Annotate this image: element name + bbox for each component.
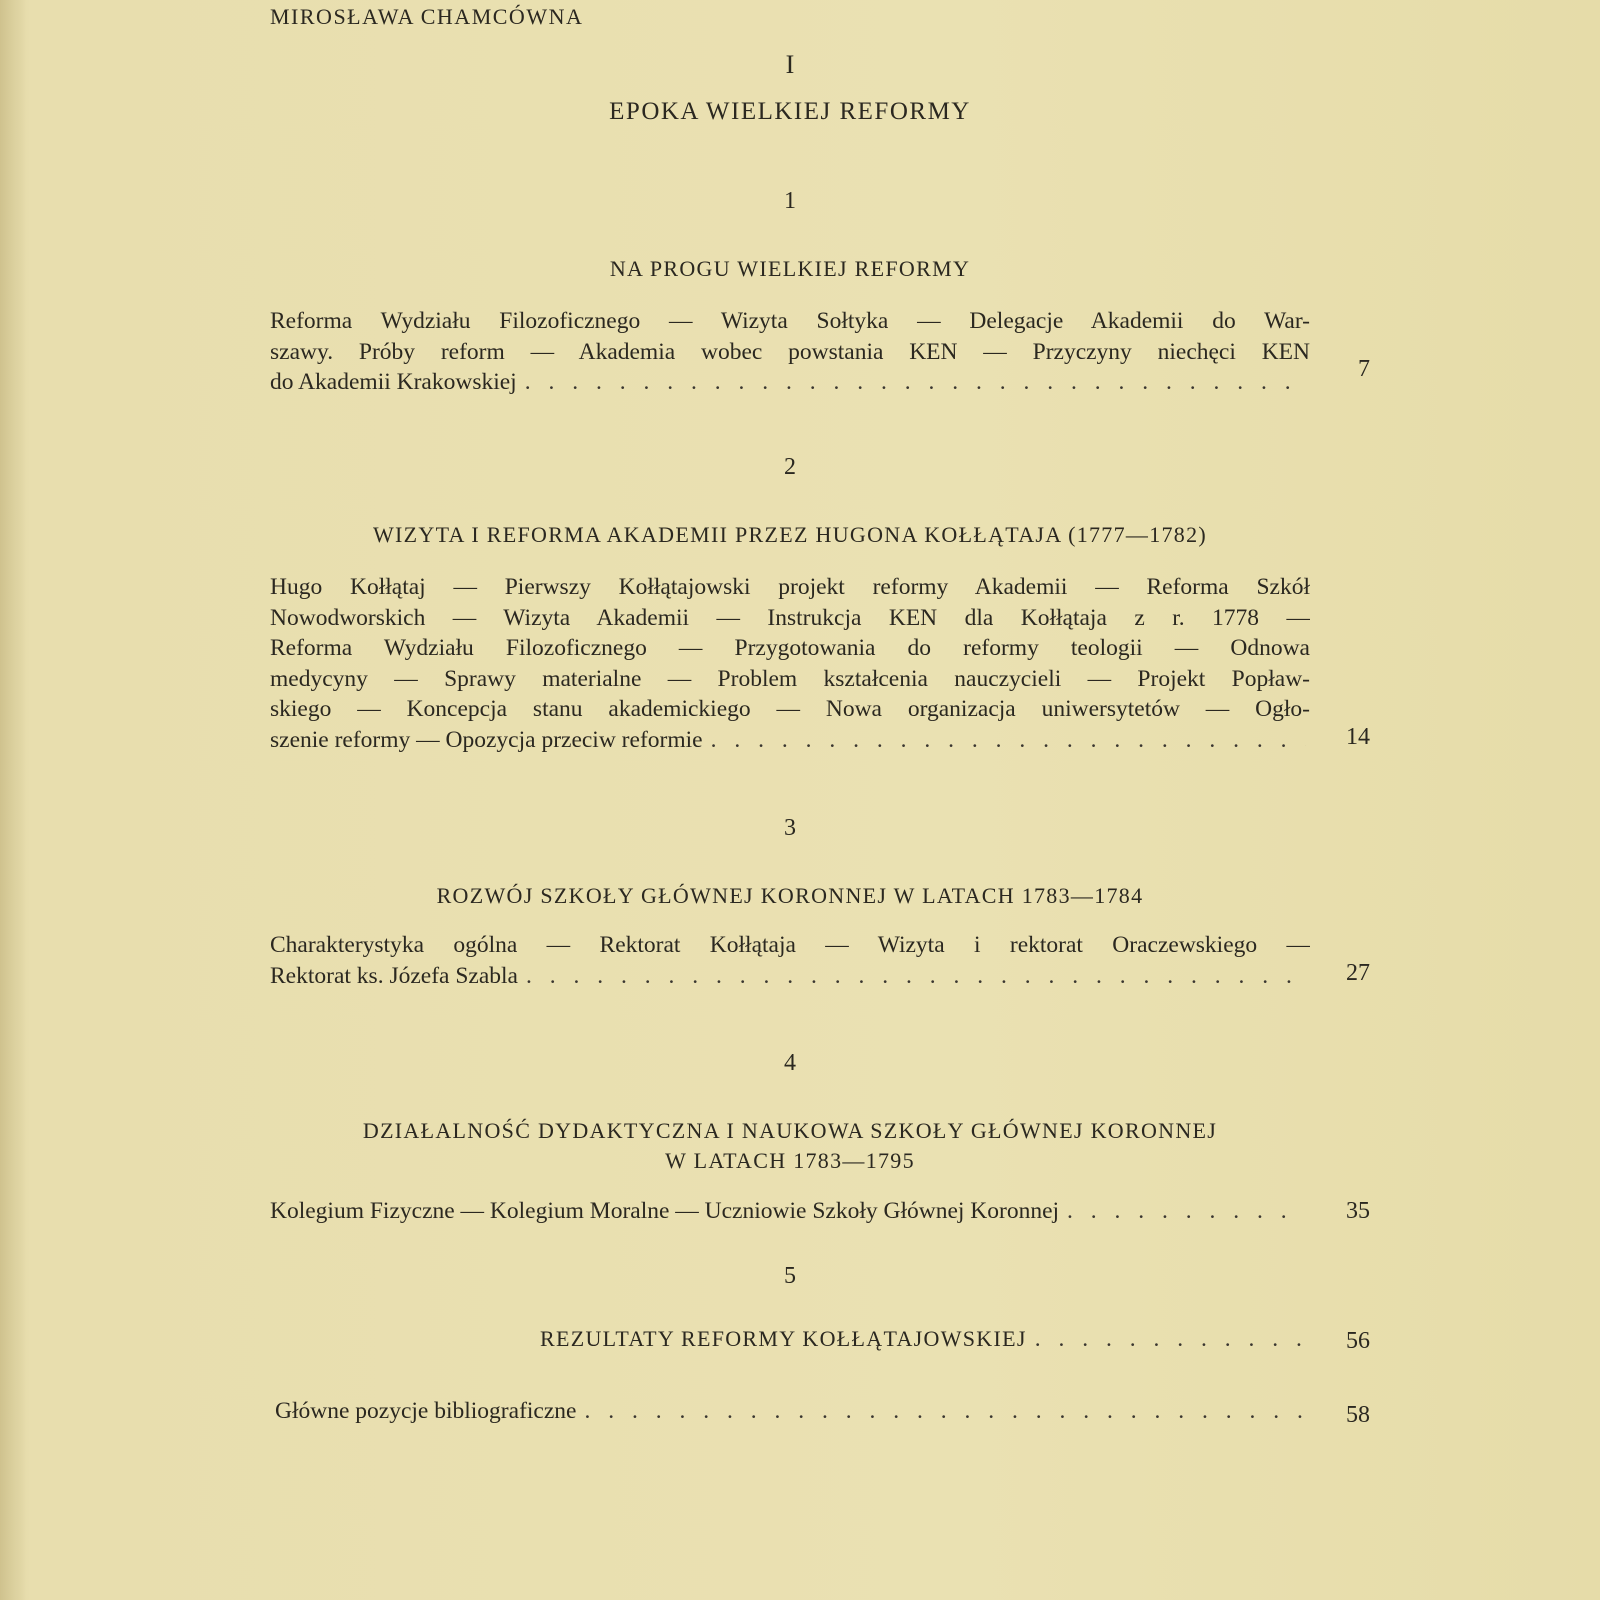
leader-dots bbox=[1067, 1196, 1306, 1227]
page-number: 35 bbox=[1346, 1198, 1370, 1224]
chapter-title: REZULTATY REFORMY KOŁŁĄTAJOWSKIEJ bbox=[540, 1326, 1027, 1351]
chapter-number: 1 bbox=[784, 188, 796, 214]
chapter-title: ROZWÓJ SZKOŁY GŁÓWNEJ KORONNEJ W LATACH 1783—1784 bbox=[436, 883, 1144, 908]
entry-line: do Akademii Krakowskiej bbox=[270, 369, 517, 395]
chapter-entry bbox=[270, 1196, 1310, 1227]
chapter-entry bbox=[540, 1326, 1310, 1353]
entry-last-line bbox=[270, 1196, 1310, 1227]
entry-line: szenie reformy — Opozycja przeciw reformie bbox=[270, 726, 703, 753]
entry-last-line bbox=[270, 725, 1310, 756]
entry-line: Kolegium Fizyczne — Kolegium Moralne — Uczniowie Szkoły Głównej Koronnej bbox=[270, 1198, 1060, 1224]
entry-line: szawy. Próby reform — Akademia wobec powstania KEN — Przyczyny niechęci KEN bbox=[270, 338, 1310, 365]
author-name: MIROSŁAWA CHAMCÓWNA bbox=[270, 4, 584, 29]
entry-line: skiego — Koncepcja stanu akademickiego — Nowa organizacja uniwersytetów — Ogło- bbox=[270, 696, 1310, 722]
bibliography-entry bbox=[275, 1398, 1310, 1425]
chapter-number: 4 bbox=[784, 1050, 796, 1076]
entry-line: Reforma Wydziału Filozoficznego — Wizyta Sołtyka — Delegacje Akademii do War- bbox=[270, 308, 1310, 334]
page-number: 7 bbox=[1358, 356, 1370, 382]
chapter-title-line2: W LATACH 1783—1795 bbox=[665, 1148, 915, 1173]
entry-line: Nowodworskich — Wizyta Akademii — Instrukcja KEN dla Kołłątaja z r. 1778 — bbox=[270, 604, 1310, 631]
page-number: 58 bbox=[1346, 1402, 1370, 1428]
bibliography-label: Główne pozycje bibliograficzne bbox=[275, 1398, 577, 1424]
entry-line: Rektorat ks. Józefa Szabla bbox=[270, 962, 518, 989]
page-number: 56 bbox=[1346, 1328, 1370, 1354]
chapter-number: 5 bbox=[784, 1263, 796, 1289]
entry-last-line bbox=[270, 367, 1310, 398]
page-number: 27 bbox=[1346, 960, 1370, 986]
spine-shadow bbox=[0, 0, 26, 1600]
leader-dots bbox=[525, 367, 1306, 398]
chapter-title: DZIAŁALNOŚĆ DYDAKTYCZNA I NAUKOWA SZKOŁY GŁÓWNEJ KORONNEJ bbox=[362, 1118, 1218, 1143]
part-number: I bbox=[785, 50, 795, 79]
chapter-number: 3 bbox=[784, 815, 796, 841]
leader-dots bbox=[1035, 1326, 1306, 1353]
entry-line: Reforma Wydziału Filozoficznego — Przygotowania do reformy teologii — Odnowa bbox=[270, 635, 1310, 661]
entry-last-line bbox=[270, 961, 1310, 992]
entry-line: Hugo Kołłątaj — Pierwszy Kołłątajowski projekt reformy Akademii — Reforma Szkół bbox=[270, 574, 1310, 600]
entry-line: medycyny — Sprawy materialne — Problem kształcenia nauczycieli — Projekt Popław- bbox=[270, 665, 1310, 692]
entry-line: Charakterystyka ogólna — Rektorat Kołłątaja — Wizyta i rektorat Oraczewskiego — bbox=[270, 932, 1310, 958]
leader-dots bbox=[711, 725, 1306, 756]
chapter-entry bbox=[270, 572, 1310, 755]
chapter-title: NA PROGU WIELKIEJ REFORMY bbox=[609, 256, 971, 281]
chapter-number: 2 bbox=[784, 454, 796, 480]
chapter-title: WIZYTA I REFORMA AKADEMII PRZEZ HUGONA KOŁŁĄTAJA (1777—1782) bbox=[372, 522, 1208, 547]
chapter-entry bbox=[270, 930, 1310, 991]
chapter-entry bbox=[270, 306, 1310, 398]
leader-dots bbox=[526, 961, 1306, 992]
page-number: 14 bbox=[1346, 724, 1370, 750]
part-title: EPOKA WIELKIEJ REFORMY bbox=[609, 98, 971, 125]
leader-dots bbox=[584, 1398, 1306, 1425]
